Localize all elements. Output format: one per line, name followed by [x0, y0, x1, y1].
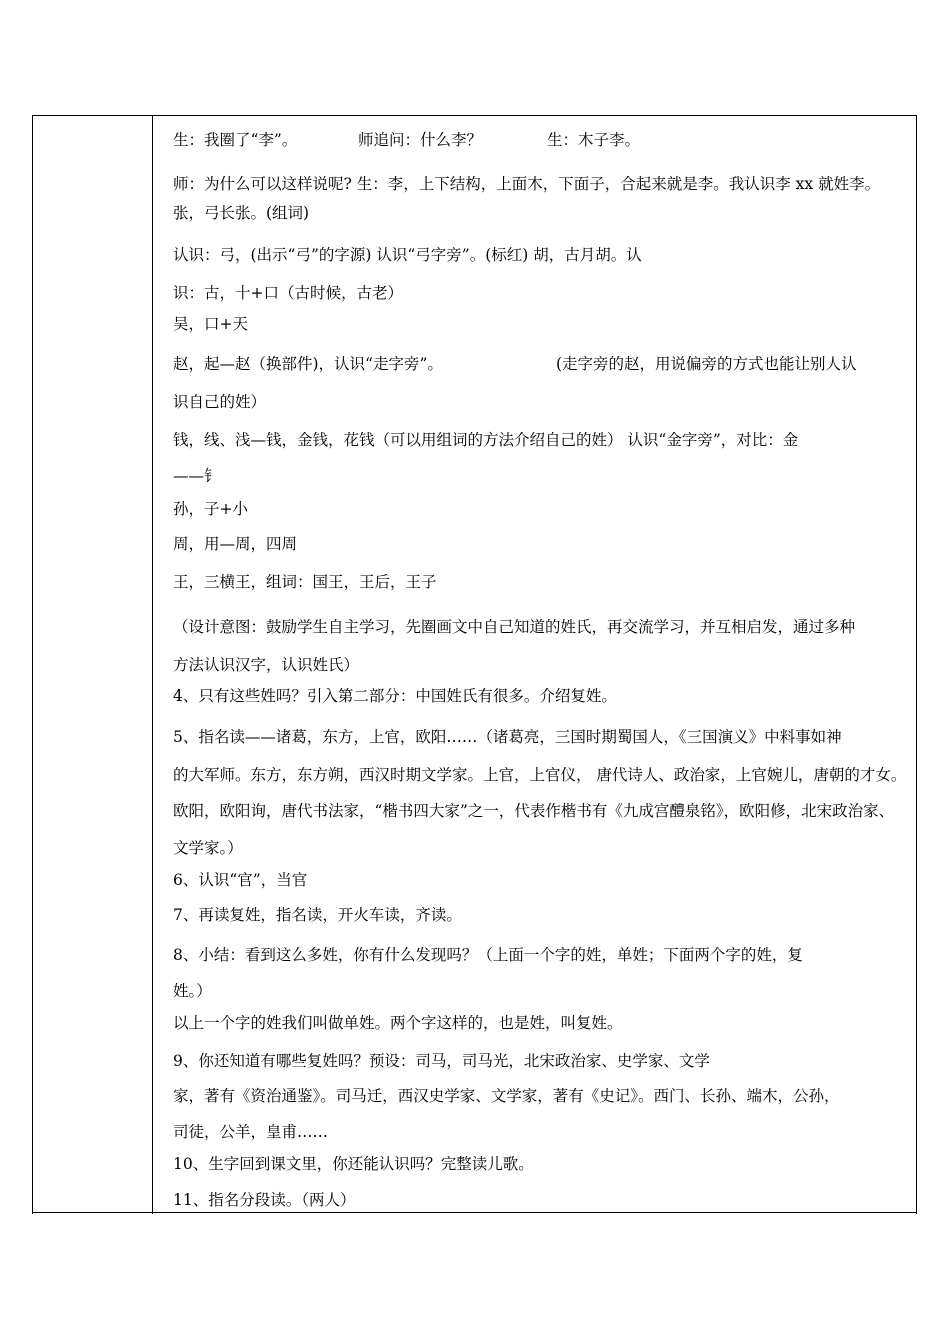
step-line: 9、你还知道有哪些复姓吗？预设：司马，司马光，北宋政治家、史学家、文学 [173, 1052, 710, 1070]
text-line: 吴，口+天 [173, 315, 248, 333]
step-line: 7、再读复姓，指名读，开火车读，齐读。 [173, 906, 462, 924]
text-line: 钱，线、浅—钱，金钱，花钱（可以用组词的方法介绍自己的姓） 认识“金字旁”，对比：金 [173, 431, 799, 449]
design-intent-line: （设计意图：鼓励学生自主学习，先圈画文中自己知道的姓氏，再交流学习，并互相启发，通过多种 [173, 618, 856, 636]
dialogue-line: 生：我圈了“李”。 师追问：什么李？ 生：木子李。 [173, 131, 641, 149]
step-line: 8、小结：看到这么多姓，你有什么发现吗？（上面一个字的姓，单姓；下面两个字的姓，复 [173, 946, 803, 964]
text-line: 家，著有《资治通鉴》。司马迁，西汉史学家、文学家，著有《史记》。西门、长孙、端木，公孙， [173, 1087, 840, 1105]
text-line: 认识：弓，(出示“弓”的字源) 认识“弓字旁”。(标红) 胡，古月胡。认 [173, 246, 642, 264]
text-line: 欧阳，欧阳询，唐代书法家，“楷书四大家”之一，代表作楷书有《九成宫醴泉铭》，欧阳修，北宋政治家、 [173, 802, 895, 820]
text-line: 以上一个字的姓我们叫做单姓。两个字这样的，也是姓，叫复姓。 [173, 1014, 623, 1032]
text-line: 司徒，公羊，皇甫…… [173, 1123, 329, 1141]
text-line: 识自己的姓） [173, 393, 267, 411]
text-line: 周，用—周，四周 [173, 535, 298, 553]
step-line: 10、生字回到课文里，你还能认识吗？完整读儿歌。 [173, 1155, 534, 1173]
text-line: 姓。） [173, 982, 212, 1000]
design-intent-line: 方法认识汉字，认识姓氏） [173, 656, 360, 674]
text-line: ——钅 [173, 467, 220, 485]
text-line: 赵，起—赵（换部件)，认识“走字旁”。 (走字旁的赵，用说偏旁的方式也能让别人认 [173, 355, 857, 373]
step-line: 4、只有这些姓吗？引入第二部分：中国姓氏有很多。介绍复姓。 [173, 687, 617, 705]
step-line: 11、指名分段读。（两人） [173, 1191, 356, 1209]
text-line: 师：为什么可以这样说呢? 生：李，上下结构，上面木，下面子，合起来就是李。我认识李 xx 就姓李。 [173, 175, 881, 193]
text-line: 识：古，十+口（古时候，古老） [173, 284, 403, 302]
text-line: 的大军师。东方，东方朔，西汉时期文学家。上官，上官仪， 唐代诗人、政治家，上官婉儿，唐朝的才女。 [173, 766, 907, 784]
text-line: 孙，子+小 [173, 500, 248, 518]
step-line: 5、指名读——诸葛，东方，上官，欧阳……（诸葛亮，三国时期蜀国人，《三国演义》中料事如神 [173, 728, 842, 746]
text-line: 王，三横王，组词：国王，王后，王子 [173, 573, 437, 591]
text-line: 张，弓长张。(组词) [173, 204, 310, 222]
text-line: 文学家。） [173, 839, 243, 857]
step-line: 6、认识“官”，当官 [173, 871, 308, 889]
